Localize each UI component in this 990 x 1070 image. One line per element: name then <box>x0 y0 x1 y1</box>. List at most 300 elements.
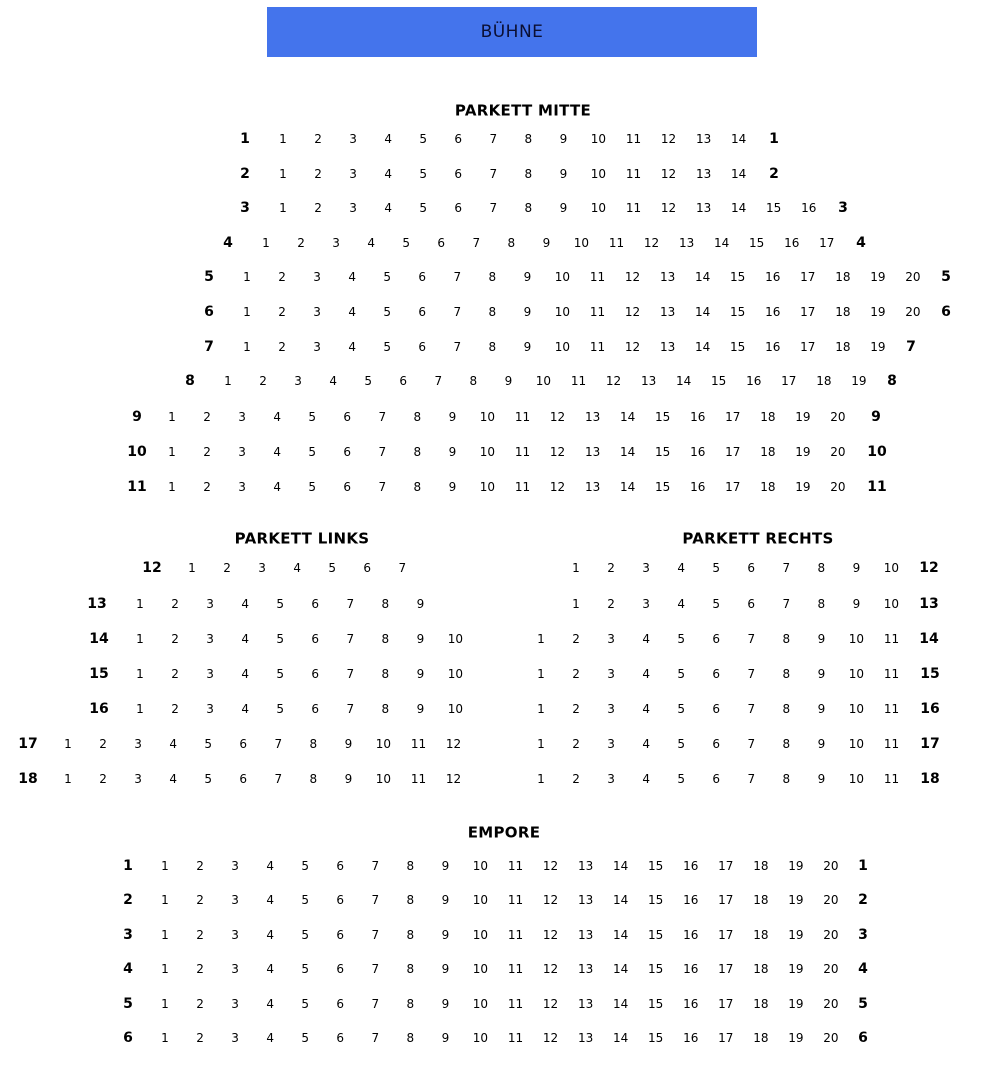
seat: 12 <box>542 928 559 942</box>
seat: 17 <box>725 480 741 494</box>
seat: 3 <box>134 737 142 751</box>
seat: 3 <box>206 632 214 646</box>
seat: 18 <box>753 893 769 907</box>
seat: 9 <box>441 928 450 942</box>
seat: 3 <box>231 859 239 873</box>
seat: 14 <box>731 201 747 215</box>
seat: 5 <box>677 667 686 681</box>
seat: 12 <box>542 962 559 976</box>
row-number-left: 16 <box>89 701 109 717</box>
seat: 8 <box>469 374 478 388</box>
seat: 7 <box>747 737 756 751</box>
seat: 19 <box>870 270 886 284</box>
seat: 5 <box>301 859 310 873</box>
seat: 4 <box>273 410 281 424</box>
row-number-right: 17 <box>920 736 940 752</box>
seat: 5 <box>301 1031 310 1045</box>
seat: 14 <box>620 445 636 459</box>
seat: 18 <box>753 962 769 976</box>
seat: 2 <box>572 772 580 786</box>
seat: 2 <box>572 632 580 646</box>
seat: 20 <box>905 305 921 319</box>
seat: 10 <box>554 305 571 319</box>
seat: 4 <box>273 445 281 459</box>
seat: 9 <box>817 772 826 786</box>
row-number-left: 7 <box>204 339 214 355</box>
seat: 7 <box>378 445 387 459</box>
seat: 10 <box>472 1031 489 1045</box>
seat: 7 <box>489 201 498 215</box>
seat: 1 <box>537 737 545 751</box>
seat: 9 <box>817 737 826 751</box>
seat: 11 <box>589 305 606 319</box>
seat: 12 <box>660 132 677 146</box>
seat: 5 <box>308 480 317 494</box>
seat: 5 <box>301 997 310 1011</box>
seat: 8 <box>817 561 826 575</box>
seat: 4 <box>367 236 375 250</box>
seat: 2 <box>572 667 580 681</box>
seat: 15 <box>655 410 671 424</box>
seat: 11 <box>507 893 524 907</box>
seat: 9 <box>523 270 532 284</box>
seat: 3 <box>231 1031 239 1045</box>
seat: 3 <box>258 561 266 575</box>
seat: 6 <box>343 480 352 494</box>
seat: 13 <box>659 340 676 354</box>
seat: 3 <box>231 962 239 976</box>
seat: 8 <box>524 167 533 181</box>
seat: 3 <box>642 561 650 575</box>
seat: 4 <box>642 667 650 681</box>
seat: 8 <box>507 236 516 250</box>
seat: 9 <box>523 340 532 354</box>
seat: 14 <box>676 374 692 388</box>
row-number-left: 1 <box>123 858 133 874</box>
seat: 7 <box>453 340 462 354</box>
seat: 9 <box>448 410 457 424</box>
seat: 20 <box>830 410 846 424</box>
seat: 2 <box>572 702 580 716</box>
seat: 10 <box>590 201 607 215</box>
seat: 12 <box>549 480 566 494</box>
seat: 1 <box>161 997 169 1011</box>
seat: 10 <box>472 962 489 976</box>
seat: 6 <box>418 340 427 354</box>
seat: 10 <box>554 270 571 284</box>
row-number-right: 13 <box>919 596 939 612</box>
seat: 15 <box>648 859 664 873</box>
seat: 4 <box>266 997 274 1011</box>
seat: 8 <box>381 667 390 681</box>
seat: 4 <box>348 340 356 354</box>
seat: 4 <box>241 632 249 646</box>
seat: 12 <box>643 236 660 250</box>
seat: 11 <box>514 445 531 459</box>
seat: 13 <box>659 270 676 284</box>
seat: 5 <box>276 702 285 716</box>
seat: 9 <box>344 772 353 786</box>
seat: 2 <box>223 561 231 575</box>
seat: 9 <box>817 667 826 681</box>
seat: 6 <box>418 305 427 319</box>
seat: 3 <box>294 374 302 388</box>
seat: 10 <box>590 167 607 181</box>
seat: 11 <box>883 772 900 786</box>
seat: 9 <box>344 737 353 751</box>
seat: 5 <box>383 340 392 354</box>
seat: 9 <box>542 236 551 250</box>
seat: 9 <box>559 167 568 181</box>
seat: 6 <box>747 561 756 575</box>
seat: 9 <box>441 962 450 976</box>
seat: 10 <box>848 772 865 786</box>
seat: 12 <box>549 445 566 459</box>
seat: 7 <box>371 859 380 873</box>
seat: 8 <box>381 597 390 611</box>
seat: 13 <box>577 1031 594 1045</box>
row-number-right: 2 <box>769 166 779 182</box>
seat: 14 <box>731 132 747 146</box>
seat: 1 <box>161 928 169 942</box>
seat: 4 <box>677 597 685 611</box>
seat: 20 <box>823 859 839 873</box>
seat: 11 <box>625 132 642 146</box>
stage-label: BÜHNE <box>480 22 544 42</box>
seat: 13 <box>584 410 601 424</box>
seat: 10 <box>883 561 900 575</box>
row-number-left: 4 <box>123 961 133 977</box>
seat: 1 <box>136 597 144 611</box>
seat: 1 <box>161 962 169 976</box>
seat: 11 <box>507 859 524 873</box>
seat: 7 <box>346 597 355 611</box>
seat: 7 <box>274 772 283 786</box>
seat: 6 <box>343 445 352 459</box>
seat: 15 <box>648 997 664 1011</box>
row-number-right: 8 <box>887 373 897 389</box>
seat: 13 <box>695 201 712 215</box>
seat: 2 <box>297 236 305 250</box>
seat: 4 <box>266 893 274 907</box>
seat: 15 <box>711 374 727 388</box>
row-number-right: 1 <box>858 858 868 874</box>
seat: 18 <box>816 374 832 388</box>
seat: 17 <box>718 928 734 942</box>
section-title-parkett-mitte: PARKETT MITTE <box>454 101 592 120</box>
seat: 20 <box>905 270 921 284</box>
seat: 9 <box>416 702 425 716</box>
seat: 17 <box>800 270 816 284</box>
seat: 9 <box>441 1031 450 1045</box>
seat: 8 <box>381 702 390 716</box>
seat: 1 <box>262 236 270 250</box>
seat: 3 <box>134 772 142 786</box>
seat: 3 <box>607 737 615 751</box>
seat: 1 <box>572 597 580 611</box>
seat: 16 <box>683 859 699 873</box>
seat: 11 <box>570 374 587 388</box>
seat: 2 <box>314 201 322 215</box>
seat: 11 <box>507 1031 524 1045</box>
seat: 6 <box>712 737 721 751</box>
seat: 8 <box>406 1031 415 1045</box>
seat: 8 <box>413 480 422 494</box>
seat: 16 <box>690 480 706 494</box>
row-number-left: 18 <box>18 771 38 787</box>
seat: 3 <box>607 772 615 786</box>
row-number-left: 13 <box>87 596 107 612</box>
seat: 17 <box>718 1031 734 1045</box>
seat: 3 <box>607 667 615 681</box>
seat: 17 <box>725 445 741 459</box>
row-number-left: 3 <box>123 927 133 943</box>
seat: 2 <box>171 597 179 611</box>
seat: 9 <box>852 561 861 575</box>
seat: 6 <box>712 667 721 681</box>
seat: 5 <box>301 928 310 942</box>
seat: 12 <box>660 167 677 181</box>
seat: 3 <box>607 702 615 716</box>
row-number-right: 14 <box>919 631 939 647</box>
section-title-parkett-links: PARKETT LINKS <box>234 529 370 548</box>
seat: 17 <box>718 997 734 1011</box>
seat: 9 <box>448 480 457 494</box>
seat: 6 <box>336 859 345 873</box>
row-number-left: 4 <box>223 235 233 251</box>
seat: 11 <box>410 772 427 786</box>
seat: 6 <box>311 632 320 646</box>
seat: 16 <box>765 270 781 284</box>
seat: 6 <box>311 597 320 611</box>
seat: 9 <box>416 597 425 611</box>
seat: 4 <box>384 201 392 215</box>
seat: 8 <box>782 772 791 786</box>
row-number-right: 10 <box>867 444 887 460</box>
seat: 8 <box>406 859 415 873</box>
seat: 6 <box>343 410 352 424</box>
seat: 16 <box>683 928 699 942</box>
row-number-left: 10 <box>127 444 147 460</box>
seat: 8 <box>782 632 791 646</box>
seat: 2 <box>171 702 179 716</box>
seat: 7 <box>274 737 283 751</box>
seat: 6 <box>437 236 446 250</box>
row-number-right: 6 <box>858 1030 868 1046</box>
seat: 2 <box>607 597 615 611</box>
seat: 12 <box>624 340 641 354</box>
seat: 6 <box>239 772 248 786</box>
seat: 18 <box>753 859 769 873</box>
seat: 8 <box>488 305 497 319</box>
seat: 17 <box>725 410 741 424</box>
seat: 1 <box>537 632 545 646</box>
row-number-left: 2 <box>240 166 250 182</box>
row-number-right: 2 <box>858 892 868 908</box>
seat: 7 <box>398 561 407 575</box>
seat: 14 <box>731 167 747 181</box>
seat: 18 <box>760 480 776 494</box>
seat: 10 <box>883 597 900 611</box>
seat: 7 <box>489 132 498 146</box>
seat: 11 <box>625 201 642 215</box>
seat: 11 <box>507 997 524 1011</box>
seat: 12 <box>549 410 566 424</box>
seat: 15 <box>648 893 664 907</box>
seat: 18 <box>835 340 851 354</box>
seat: 12 <box>605 374 622 388</box>
seat: 1 <box>279 167 287 181</box>
seat: 7 <box>747 702 756 716</box>
seat: 8 <box>782 737 791 751</box>
seat: 3 <box>206 667 214 681</box>
seat: 4 <box>169 772 177 786</box>
seat: 9 <box>559 132 568 146</box>
seat: 16 <box>683 893 699 907</box>
row-number-right: 5 <box>941 269 951 285</box>
seat: 4 <box>241 667 249 681</box>
seat: 6 <box>311 702 320 716</box>
seat: 14 <box>695 340 711 354</box>
seat: 1 <box>243 305 251 319</box>
seat: 10 <box>447 702 464 716</box>
seat: 11 <box>883 632 900 646</box>
seat: 10 <box>573 236 590 250</box>
stage-banner <box>267 7 757 57</box>
seat: 2 <box>278 305 286 319</box>
seat: 3 <box>349 201 357 215</box>
seat: 5 <box>276 632 285 646</box>
seat: 11 <box>883 702 900 716</box>
seat: 15 <box>730 340 746 354</box>
seat: 13 <box>640 374 657 388</box>
seat: 6 <box>336 997 345 1011</box>
row-number-left: 14 <box>89 631 109 647</box>
seat: 5 <box>419 167 428 181</box>
seat: 3 <box>206 597 214 611</box>
seat: 4 <box>169 737 177 751</box>
seat: 9 <box>852 597 861 611</box>
seat: 11 <box>883 737 900 751</box>
seat: 2 <box>314 132 322 146</box>
seat: 6 <box>712 772 721 786</box>
seat: 10 <box>375 737 392 751</box>
seat: 2 <box>196 893 204 907</box>
row-number-left: 1 <box>240 131 250 147</box>
seat: 5 <box>328 561 337 575</box>
seat: 9 <box>817 702 826 716</box>
seat: 11 <box>507 928 524 942</box>
seat: 8 <box>309 737 318 751</box>
seat: 9 <box>416 632 425 646</box>
section-title-parkett-rechts: PARKETT RECHTS <box>682 529 834 548</box>
seat: 16 <box>746 374 762 388</box>
seat: 3 <box>238 445 246 459</box>
seat: 12 <box>542 859 559 873</box>
seat: 5 <box>712 561 721 575</box>
seat: 12 <box>624 270 641 284</box>
seat: 7 <box>489 167 498 181</box>
seat: 15 <box>648 1031 664 1045</box>
seat: 13 <box>584 480 601 494</box>
seat: 8 <box>782 667 791 681</box>
seat: 13 <box>577 859 594 873</box>
seat: 17 <box>819 236 835 250</box>
row-number-left: 3 <box>240 200 250 216</box>
seat: 2 <box>203 410 211 424</box>
seat: 14 <box>613 893 629 907</box>
row-number-left: 11 <box>127 479 147 495</box>
seat: 11 <box>608 236 625 250</box>
seat: 20 <box>830 480 846 494</box>
row-number-right: 15 <box>920 666 940 682</box>
seat: 4 <box>348 305 356 319</box>
seat: 13 <box>695 132 712 146</box>
seat: 5 <box>677 772 686 786</box>
seat: 4 <box>384 167 392 181</box>
seat: 14 <box>620 410 636 424</box>
seat: 10 <box>479 410 496 424</box>
seat: 15 <box>766 201 782 215</box>
seat: 4 <box>241 702 249 716</box>
seat: 19 <box>795 480 811 494</box>
seat: 10 <box>535 374 552 388</box>
seat: 1 <box>224 374 232 388</box>
seat: 6 <box>747 597 756 611</box>
seat: 3 <box>231 893 239 907</box>
seat: 5 <box>402 236 411 250</box>
seat: 14 <box>714 236 730 250</box>
seat: 10 <box>590 132 607 146</box>
seat: 2 <box>196 928 204 942</box>
seat: 5 <box>301 962 310 976</box>
seat: 4 <box>642 772 650 786</box>
seat: 5 <box>383 305 392 319</box>
seat: 7 <box>346 702 355 716</box>
seat: 20 <box>830 445 846 459</box>
seat: 4 <box>642 737 650 751</box>
seat: 5 <box>419 132 428 146</box>
seat: 11 <box>589 270 606 284</box>
seat: 6 <box>336 962 345 976</box>
row-number-left: 8 <box>185 373 195 389</box>
seat: 8 <box>406 997 415 1011</box>
seat: 3 <box>332 236 340 250</box>
seat: 3 <box>349 132 357 146</box>
seat: 8 <box>413 410 422 424</box>
seat: 8 <box>524 201 533 215</box>
seat: 6 <box>336 893 345 907</box>
seat: 2 <box>99 737 107 751</box>
seat: 20 <box>823 1031 839 1045</box>
seat: 1 <box>168 445 176 459</box>
seat: 2 <box>196 962 204 976</box>
seat: 15 <box>648 962 664 976</box>
seat: 10 <box>848 667 865 681</box>
seat: 10 <box>472 859 489 873</box>
seat: 3 <box>607 632 615 646</box>
seat: 2 <box>99 772 107 786</box>
row-number-left: 9 <box>132 409 142 425</box>
seat: 14 <box>613 962 629 976</box>
seat: 13 <box>659 305 676 319</box>
seat: 14 <box>613 928 629 942</box>
seat: 11 <box>410 737 427 751</box>
seat: 7 <box>378 410 387 424</box>
seat: 7 <box>434 374 443 388</box>
seat: 6 <box>712 702 721 716</box>
seat: 4 <box>241 597 249 611</box>
